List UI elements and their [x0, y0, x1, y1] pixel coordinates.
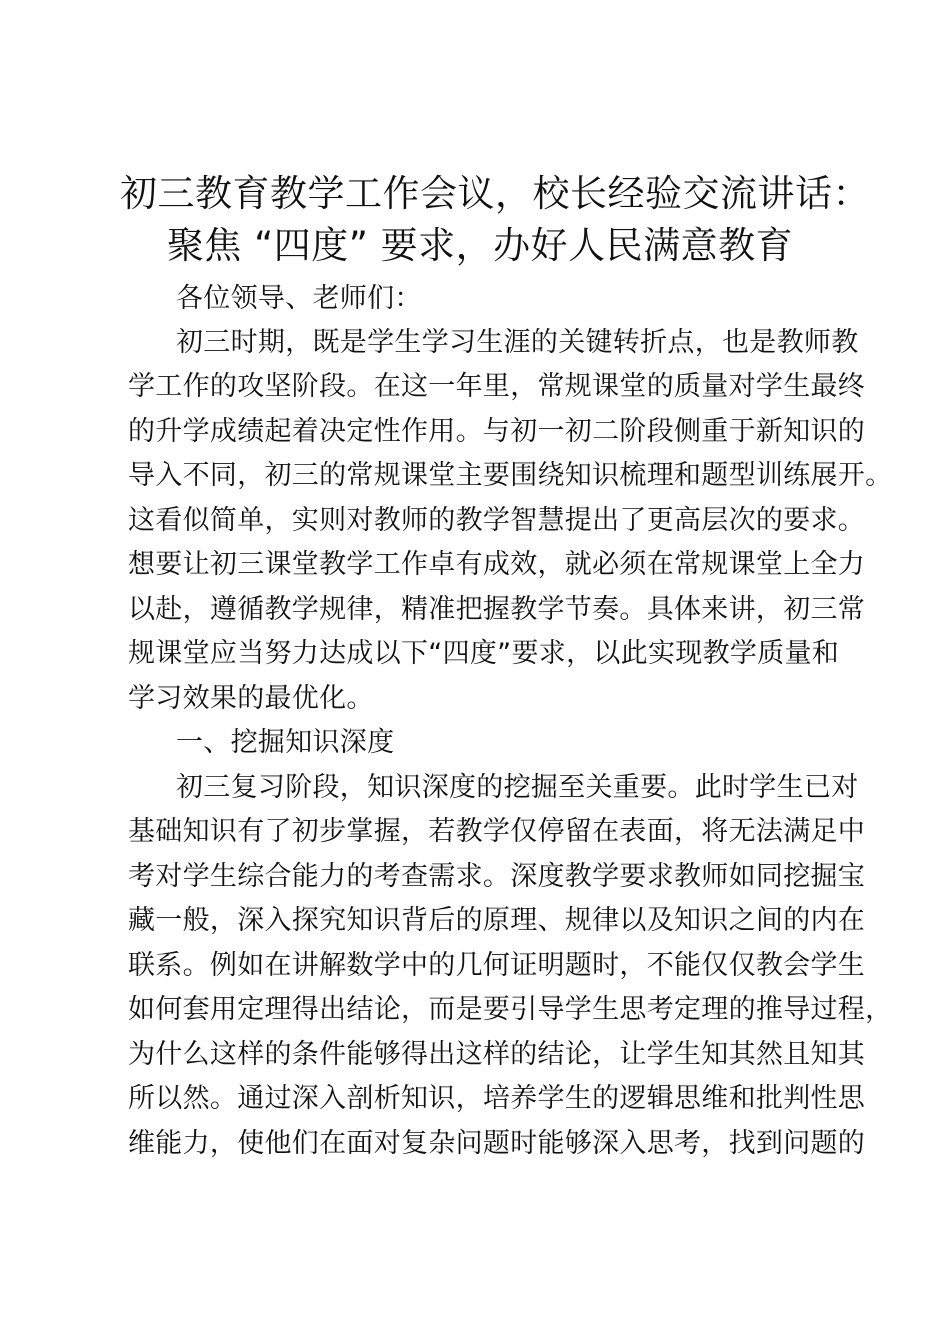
- paragraph-2-line: 所以然。通过深入剖析知识，培养学生的逻辑思维和批判性思: [128, 1083, 866, 1114]
- paragraph-1-line: 想要让初三课堂教学工作卓有成效，就必须在常规课堂上全力: [128, 549, 866, 580]
- paragraph-1-line: 初三时期，既是学生学习生涯的关键转折点，也是教师教: [176, 327, 859, 358]
- paragraph-1-line: 导入不同，初三的常规课堂主要围绕知识梳理和题型训练展开。: [128, 460, 893, 491]
- document-title-line-2: 聚焦 “四度” 要求，办好人民满意教育: [166, 224, 794, 267]
- paragraph-2-line: 维能力，使他们在面对复杂问题时能够深入思考，找到问题的: [128, 1128, 866, 1159]
- paragraph-1-line: 学工作的攻坚阶段。在这一年里，常规课堂的质量对学生最终: [128, 371, 866, 402]
- paragraph-1-line: 学习效果的最优化。: [128, 683, 374, 714]
- paragraph-1-line: 以赴，遵循教学规律，精准把握教学节奏。具体来讲，初三常: [128, 594, 866, 625]
- paragraph-2-line: 初三复习阶段，知识深度的挖掘至关重要。此时学生已对: [176, 772, 859, 803]
- section-heading: 一、挖掘知识深度: [176, 727, 395, 758]
- document-title-line-1: 初三教育教学工作会议，校长经验交流讲话：: [120, 172, 870, 215]
- paragraph-2-line: 为什么这样的条件能够得出这样的结论，让学生知其然且知其: [128, 1039, 866, 1070]
- paragraph-2-line: 考对学生综合能力的考查需求。深度教学要求教师如同挖掘宝: [128, 861, 866, 892]
- paragraph-2-line: 藏一般，深入探究知识背后的原理、规律以及知识之间的内在: [128, 905, 866, 936]
- paragraph-2-line: 如何套用定理得出结论，而是要引导学生思考定理的推导过程，: [128, 994, 893, 1025]
- salutation: 各位领导、老师们：: [176, 283, 422, 314]
- paragraph-2-line: 联系。例如在讲解数学中的几何证明题时，不能仅仅教会学生: [128, 950, 866, 981]
- paragraph-2-line: 基础知识有了初步掌握，若教学仅停留在表面，将无法满足中: [128, 816, 866, 847]
- paragraph-1-line: 的升学成绩起着决定性作用。与初一初二阶段侧重于新知识的: [128, 416, 866, 447]
- paragraph-1-line: 规课堂应当努力达成以下“四度”要求，以此实现教学质量和: [128, 638, 840, 669]
- paragraph-1-line: 这看似简单，实则对教师的教学智慧提出了更高层次的要求。: [128, 505, 866, 536]
